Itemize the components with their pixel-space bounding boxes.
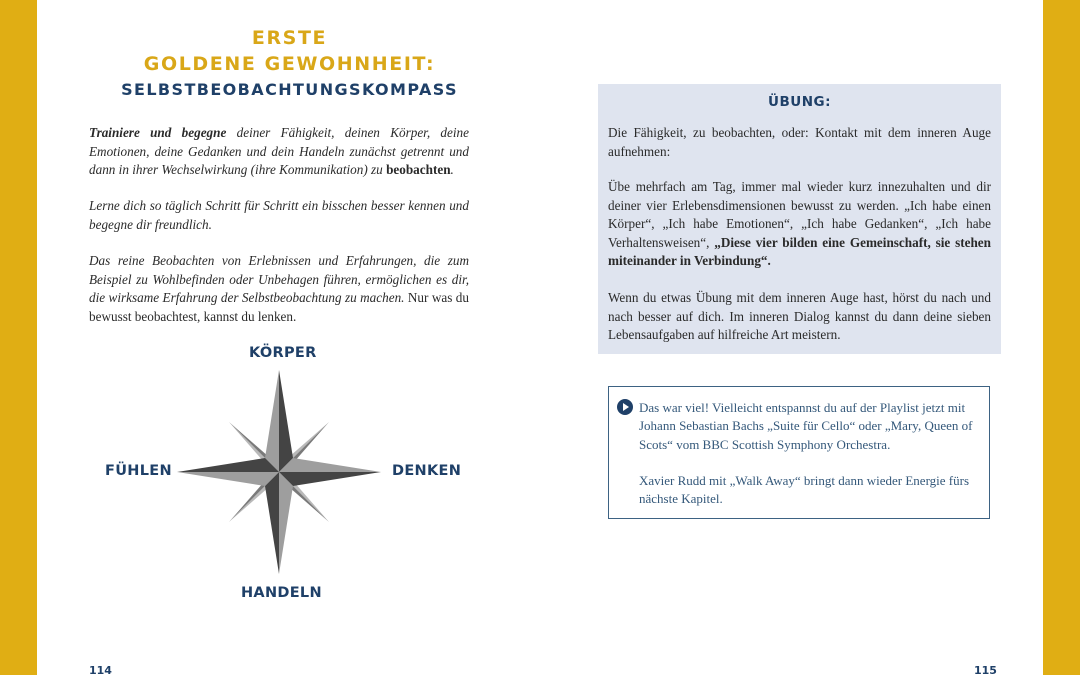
normal-text: Nur was du bewusst beobachtest, kannst du lenken. (89, 290, 469, 324)
italic-text: Das reine Beobachten von Erlebnissen und Erfahrungen, die zum Beispiel zu Wohlbefinden oder Unbehagen führen, ermöglichen es dir, die wirksame Erfahrung der Selbstbeobachtung zu machen. (89, 253, 469, 305)
exercise-instructions (608, 178, 991, 271)
left-page (37, 0, 542, 675)
exercise-intro: Die Fähigkeit, zu beobachten, oder: Kontakt mit dem inneren Auge aufnehmen: (608, 125, 991, 159)
exercise-bold: „Diese vier bilden eine Gemeinschaft, sie stehen miteinander in Verbindung“. (608, 234, 991, 268)
paragraph-learn: Lerne dich so täglich Schritt für Schritt ein bisschen besser kennen und begegne dir freundlich. (89, 198, 469, 232)
compass-label-west: FÜHLEN (105, 463, 172, 479)
title-line-2: GOLDENE GEWOHNHEIT: (143, 53, 436, 75)
compass-rose-icon (174, 367, 384, 577)
exercise-text: Übe mehrfach am Tag, immer mal wieder kurz innezuhalten und dir deiner vier Erlebensdimensionen bewusst zu werden. „Ich habe einen Körper“, „Ich habe Emotionen“, „Ich habe Gedanken“, „Ich habe Verhaltensweisen“, (608, 179, 991, 250)
play-icon (617, 399, 633, 415)
period: . (450, 162, 454, 177)
exercise-heading: ÜBUNG: (768, 94, 831, 110)
playlist-text-2: Xavier Rudd mit „Walk Away“ bringt dann wieder Energie fürs nächste Kapitel. (639, 473, 970, 507)
gold-edge-right (1043, 0, 1080, 675)
paragraph-text: deiner Fähigkeit, deinen Körper, deine Emotionen, deine Gedanken und dein Handeln zunächst getrennt und dann in ihrer Wechselwirkung (ihre Kommunikation) zu (89, 125, 469, 177)
bold-phrase-observe: beobachten (386, 162, 451, 177)
paragraph-train (89, 124, 469, 180)
page-number-right: 115 (974, 664, 997, 677)
subtitle: SELBSTBEOBACHTUNGSKOMPASS (121, 80, 458, 99)
exercise-outcome: Wenn du etwas Übung mit dem inneren Auge hast, hörst du nach und nach besser auf dich. Im inneren Dialog kannst du dann deine sieben Lebensaufgaben auf hilfreiche Art meistern. (608, 290, 991, 342)
page-number-left: 114 (89, 664, 112, 677)
compass-label-south: HANDELN (241, 585, 322, 601)
right-page (542, 0, 1043, 675)
compass-label-east: DENKEN (392, 463, 462, 479)
paragraph-observe (89, 252, 469, 326)
bold-phrase: Trainiere und begegne (89, 125, 227, 140)
title-line-1: ERSTE (251, 27, 328, 49)
exercise-box (598, 84, 1001, 354)
playlist-box (608, 386, 990, 519)
gold-edge-left (0, 0, 37, 675)
compass-label-north: KÖRPER (249, 345, 317, 361)
playlist-text-1: Das war viel! Vielleicht entspannst du auf der Playlist jetzt mit Johann Sebastian Bachs „Suite für Cello“ oder „Mary, Queen of Scots“ vom BBC Scottish Symphony Orchestra. (639, 400, 973, 452)
